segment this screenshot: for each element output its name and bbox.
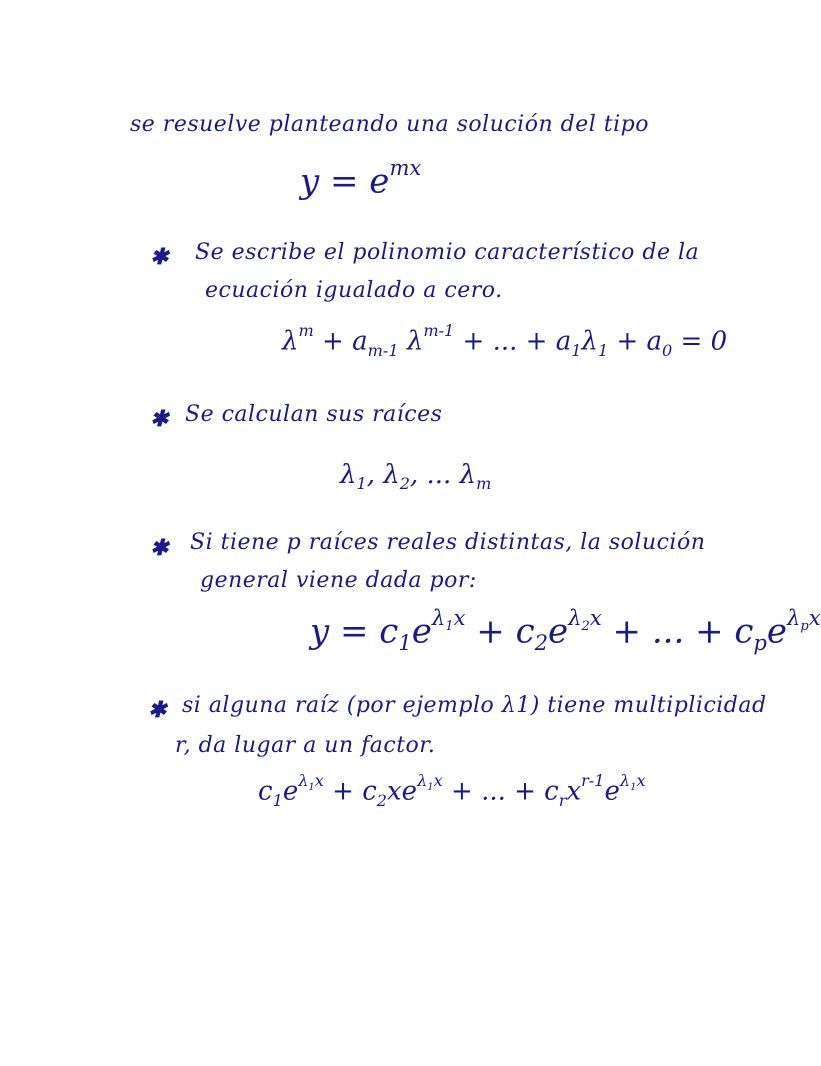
bullet-mark: ✱ (150, 406, 169, 432)
roots-list: $\lambda_1$, $\lambda_2$, ... $\lambda_m$ (340, 460, 492, 494)
bullet-mark: ✱ (150, 535, 169, 561)
bullet-mark: ✱ (150, 244, 169, 270)
characteristic-polynomial-equation: $\lambda^m + a_{m-1}$ $\lambda^{m-1}$ + ... + $a_1\lambda_1 + a_0 = 0$ (282, 320, 728, 360)
bullet4-text1: si alguna raíz (por ejemplo λ1) tiene multiplicidad (182, 693, 767, 718)
bullet4-text2: r, da lugar a un factor. (175, 733, 436, 758)
bullet1-text1: Se escribe el polinomio característico de la (195, 240, 700, 265)
bullet3-text2: general viene dada por: (200, 568, 477, 593)
bullet2-text1: Se calculan sus raíces (185, 402, 443, 427)
bullet-mark: ✱ (148, 697, 167, 723)
intro-text: se resuelve planteando una solución del tipo (130, 112, 649, 137)
general-solution-equation: $y = c_1e^{\lambda_1x} + c_2e^{\lambda_2x}$ + ... + $c_pe^{\lambda_px}$ (310, 604, 821, 656)
multiplicity-factor-equation: $c_1e^{\lambda_1x} + c_2xe^{\lambda_1x}$ + ... + $c_rx^{r-1}e^{\lambda_1x}$ (258, 770, 646, 810)
intro-equation: $y = e^{mx}$ (300, 154, 422, 202)
bullet3-text1: Si tiene p raíces reales distintas, la solución (190, 530, 706, 555)
bullet1-text2: ecuación igualado a cero. (205, 278, 503, 303)
